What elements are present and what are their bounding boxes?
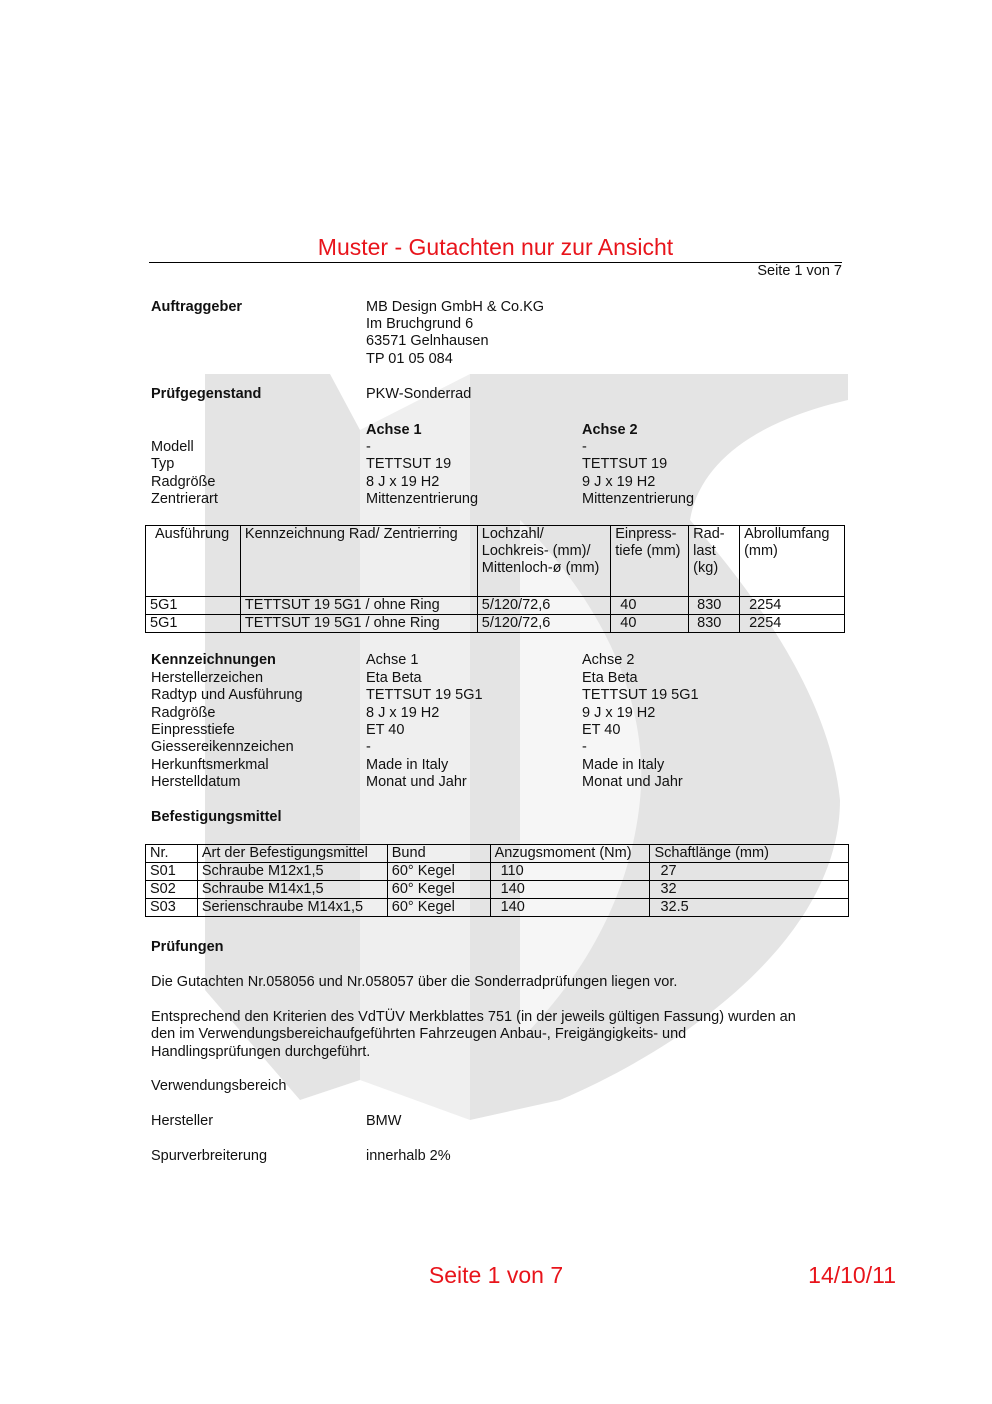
kennzeichnung-a2: 9 J x 19 H2 — [582, 705, 656, 721]
kennzeichnung-label: Herstellerzeichen — [151, 670, 264, 686]
table-header-row — [146, 526, 845, 597]
kennzeichnung-label: Giessereikennzeichen — [151, 739, 294, 755]
spurverbreiterung-label: Spurverbreiterung — [151, 1148, 268, 1164]
kennzeichnung-a1: Eta Beta — [366, 670, 422, 686]
pruefungen-paragraph: Die Gutachten Nr.058056 und Nr.058057 über die Sonderradprüfungen liegen vor. — [151, 974, 678, 990]
kennzeichnung-a2: - — [582, 739, 587, 755]
kennzeichnung-a1: Monat und Jahr — [366, 774, 467, 790]
table-cell: S02 — [146, 881, 198, 899]
achsen-row-label: Modell — [151, 439, 194, 455]
kennzeichnung-a1: Made in Italy — [366, 757, 449, 773]
table-row — [146, 881, 849, 899]
table-cell: 32.5 — [650, 899, 849, 917]
kennzeichnung-a1: 8 J x 19 H2 — [366, 705, 440, 721]
auftraggeber-line: 63571 Gelnhausen — [366, 333, 489, 349]
table-header-cell: Art der Befestigungsmittel — [197, 845, 387, 863]
kennzeichnung-a2: Made in Italy — [582, 757, 665, 773]
table-cell: 140 — [490, 881, 650, 899]
achsen-row-a2: 9 J x 19 H2 — [582, 474, 656, 490]
table-header-cell: Nr. — [146, 845, 198, 863]
pruefungen-paragraph-line: den im Verwendungsbereichaufgeführten Fahrzeugen Anbau-, Freigängigkeits- und — [151, 1026, 687, 1042]
kennzeichnung-a1: - — [366, 739, 371, 755]
table-header-cell: Rad-last (kg) — [689, 526, 740, 597]
table-cell: 5/120/72,6 — [477, 597, 610, 615]
table-header-cell: Bund — [387, 845, 490, 863]
kennzeichnungen-achse2-heading: Achse 2 — [582, 652, 635, 668]
table-row — [146, 899, 849, 917]
table-cell: 40 — [611, 597, 689, 615]
table-header-cell: Anzugsmoment (Nm) — [490, 845, 650, 863]
table-header-cell: Ausführung — [146, 526, 241, 597]
table-cell: TETTSUT 19 5G1 / ohne Ring — [240, 597, 477, 615]
pruefungen-paragraph-line: Handlingsprüfungen durchgeführt. — [151, 1044, 371, 1060]
table-row — [146, 615, 845, 633]
footer-page-indicator: Seite 1 von 7 — [428, 1262, 564, 1288]
page-indicator: Seite 1 von 7 — [757, 263, 842, 279]
achsen-row-label: Radgröße — [151, 474, 216, 490]
table-cell: S03 — [146, 899, 198, 917]
auftraggeber-line: TP 01 05 084 — [366, 351, 453, 367]
table-cell: 32 — [650, 881, 849, 899]
table-cell: Schraube M14x1,5 — [197, 881, 387, 899]
achsen-row-a1: TETTSUT 19 — [366, 456, 452, 472]
auftraggeber-line: MB Design GmbH & Co.KG — [366, 299, 545, 315]
hersteller-label: Hersteller — [151, 1113, 214, 1129]
table-header-row — [146, 845, 849, 863]
table-header-cell: Einpress-tiefe (mm) — [611, 526, 689, 597]
pruefungen-paragraph-line: Entsprechend den Kriterien des VdTÜV Merkblattes 751 (in der jeweils gültigen Fassung) wurden an — [151, 1009, 796, 1025]
kennzeichnung-label: Radtyp und Ausführung — [151, 687, 303, 703]
kennzeichnung-label: Herstelldatum — [151, 774, 241, 790]
table-cell: 830 — [689, 615, 740, 633]
kennzeichnung-a2: TETTSUT 19 5G1 — [582, 687, 699, 703]
achsen-row-a1: - — [366, 439, 371, 455]
spurverbreiterung-value: innerhalb 2% — [366, 1148, 451, 1164]
table-cell: Serienschraube M14x1,5 — [197, 899, 387, 917]
pruefungen-label: Prüfungen — [151, 939, 224, 955]
kennzeichnungen-achse1-heading: Achse 1 — [366, 652, 419, 668]
pruefgegenstand-value: PKW-Sonderrad — [366, 386, 472, 402]
table-cell: 27 — [650, 863, 849, 881]
achsen-row-a1: 8 J x 19 H2 — [366, 474, 440, 490]
table-cell: 60° Kegel — [387, 899, 490, 917]
kennzeichnung-a1: TETTSUT 19 5G1 — [366, 687, 483, 703]
ausfuehrung-table — [145, 525, 845, 633]
befestigungsmittel-table — [145, 844, 849, 917]
table-cell: TETTSUT 19 5G1 / ohne Ring — [240, 615, 477, 633]
befestigungsmittel-label: Befestigungsmittel — [151, 809, 282, 825]
table-cell: 140 — [490, 899, 650, 917]
table-cell: 60° Kegel — [387, 863, 490, 881]
document-title: Muster - Gutachten nur zur Ansicht — [317, 234, 674, 260]
table-header-cell: Kennzeichnung Rad/ Zentrierring — [240, 526, 477, 597]
table-header-cell: Lochzahl/ Lochkreis- (mm)/ Mittenloch-ø (mm) — [477, 526, 610, 597]
kennzeichnung-label: Einpresstiefe — [151, 722, 235, 738]
achsen-row-a2: Mittenzentrierung — [582, 491, 695, 507]
achsen-row-a2: - — [582, 439, 587, 455]
achsen-row-label: Zentrierart — [151, 491, 218, 507]
pruefgegenstand-label: Prüfgegenstand — [151, 386, 262, 402]
footer-date: 14/10/11 — [808, 1262, 896, 1288]
kennzeichnung-a2: Monat und Jahr — [582, 774, 683, 790]
table-cell: 110 — [490, 863, 650, 881]
table-header-cell: Schaftlänge (mm) — [650, 845, 849, 863]
kennzeichnungen-label: Kennzeichnungen — [151, 652, 276, 668]
verwendungsbereich-label: Verwendungsbereich — [151, 1078, 287, 1094]
hersteller-value: BMW — [366, 1113, 402, 1129]
table-cell: 60° Kegel — [387, 881, 490, 899]
achse1-heading: Achse 1 — [366, 422, 422, 438]
auftraggeber-line: Im Bruchgrund 6 — [366, 316, 474, 332]
table-cell: 2254 — [740, 597, 845, 615]
auftraggeber-label: Auftraggeber — [151, 299, 243, 315]
table-cell: 5/120/72,6 — [477, 615, 610, 633]
achsen-row-a1: Mittenzentrierung — [366, 491, 479, 507]
achsen-row-a2: TETTSUT 19 — [582, 456, 668, 472]
kennzeichnung-a2: Eta Beta — [582, 670, 638, 686]
table-cell: S01 — [146, 863, 198, 881]
table-cell: 830 — [689, 597, 740, 615]
kennzeichnung-label: Radgröße — [151, 705, 216, 721]
table-header-cell: Abrollumfang (mm) — [740, 526, 845, 597]
table-row — [146, 597, 845, 615]
achsen-row-label: Typ — [151, 456, 175, 472]
table-cell: 5G1 — [146, 615, 241, 633]
kennzeichnung-a1: ET 40 — [366, 722, 405, 738]
table-cell: 40 — [611, 615, 689, 633]
achse2-heading: Achse 2 — [582, 422, 638, 438]
table-row — [146, 863, 849, 881]
kennzeichnung-a2: ET 40 — [582, 722, 621, 738]
table-cell: Schraube M12x1,5 — [197, 863, 387, 881]
kennzeichnung-label: Herkunftsmerkmal — [151, 757, 269, 773]
table-cell: 5G1 — [146, 597, 241, 615]
table-cell: 2254 — [740, 615, 845, 633]
